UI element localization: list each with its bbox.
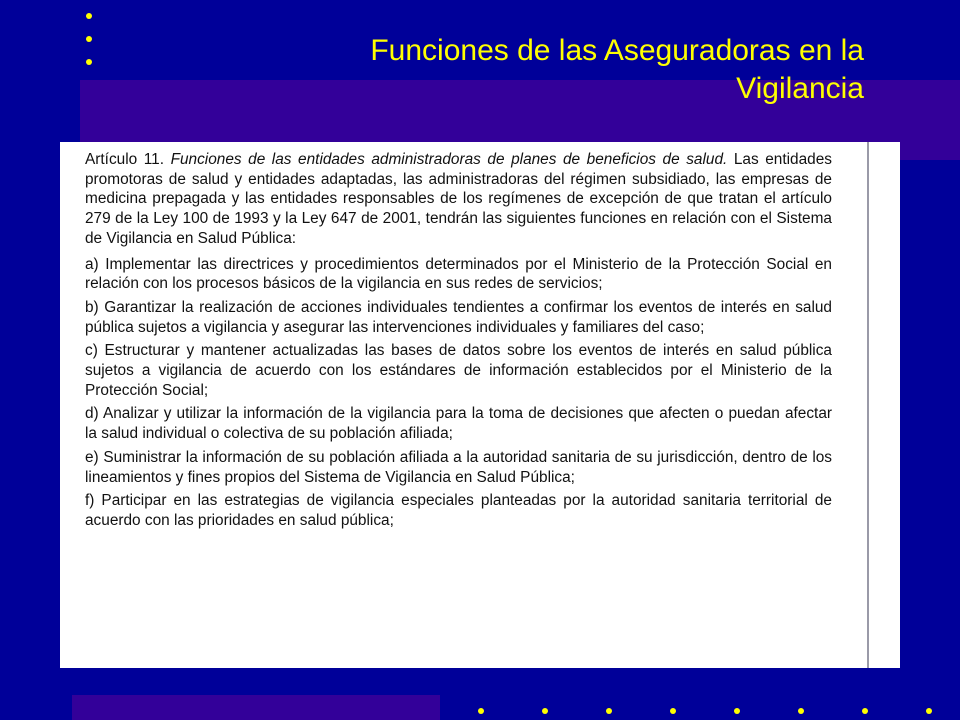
bullet-dot-icon <box>86 36 92 42</box>
bullet-dot-icon <box>926 708 932 714</box>
list-item: f) Participar en las estrategias de vigilancia especiales planteadas por la autoridad sanitaria territorial de acuerdo con las prioridades en salud pública; <box>85 492 832 529</box>
list-item: b) Garantizar la realización de acciones individuales tendientes a confirmar los eventos de interés en salud pública sujetos a vigilancia y asegurar las intervenciones individuales y familiares del caso; <box>85 298 832 336</box>
bullet-dot-icon <box>670 708 676 714</box>
document-excerpt <box>60 142 867 668</box>
slide-title <box>164 32 864 108</box>
bullet-dot-icon <box>606 708 612 714</box>
slide-title-line1: Funciones de las Aseguradoras en la <box>370 34 864 67</box>
article-number: Artículo 11. <box>85 151 164 168</box>
bullet-dot-icon <box>798 708 804 714</box>
article-intro <box>85 150 832 249</box>
bullet-dot-icon <box>86 13 92 19</box>
bullet-dot-icon <box>542 708 548 714</box>
list-item: a) Implementar las directrices y procedimientos determinados por el Ministerio de la Protección Social en relación con los procesos básicos de la vigilancia en sus redes de servicios; <box>85 255 832 293</box>
bottom-accent-band <box>72 695 440 720</box>
bullet-dot-icon <box>86 59 92 65</box>
slide-title-line2: Vigilancia <box>736 72 864 105</box>
bullet-dot-icon <box>478 708 484 714</box>
document-margin <box>869 142 900 668</box>
article-title: Funciones de las entidades administradoras de planes de beneficios de salud. <box>170 151 728 168</box>
list-item: d) Analizar y utilizar la información de la vigilancia para la toma de decisiones que afecten o puedan afectar la salud individual o colectiva de su población afiliada; <box>85 405 832 443</box>
article-intro-text: Las entidades promotoras de salud y entidades adaptadas, las administradoras del régimen subsidiado, las empresas de medicina prepagada y las entidades responsables de los regímenes de excepción de que tratan el artículo 279 de la Ley 100 de 1993 y la Ley 647 de 2001, tendrán las siguientes funciones en relación con el Sistema de Vigilancia en Salud Pública: <box>85 151 832 247</box>
list-item: c) Estructurar y mantener actualizadas las bases de datos sobre los eventos de interés en salud pública sujetos a vigilancia de acuerdo con los estándares de información establecidos por el Ministerio de la Protección Social; <box>85 342 832 399</box>
bullet-dot-icon <box>862 708 868 714</box>
bullet-dot-icon <box>734 708 740 714</box>
list-item: e) Suministrar la información de su población afiliada a la autoridad sanitaria de su jurisdicción, dentro de los lineamientos y fines propios del Sistema de Vigilancia en Salud Pública; <box>85 448 832 486</box>
